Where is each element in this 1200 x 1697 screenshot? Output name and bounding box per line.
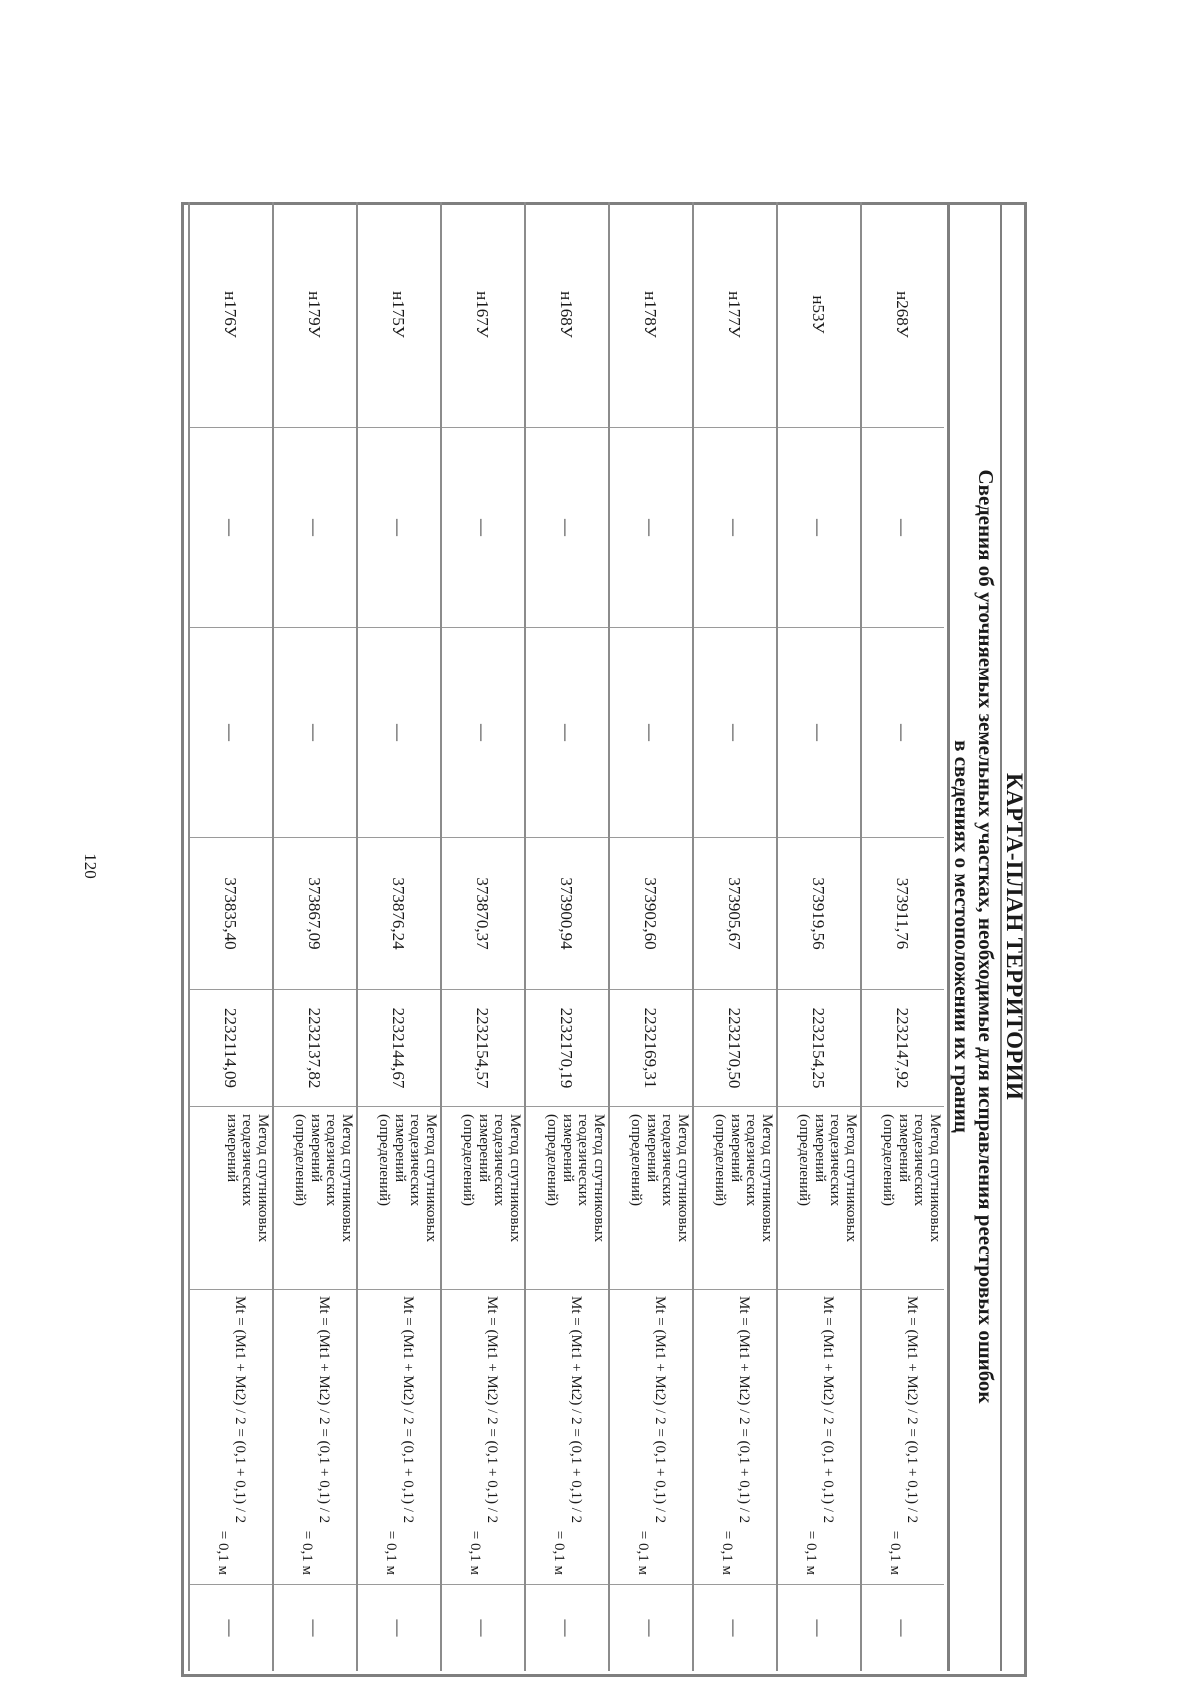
method-line: Метод спутниковых [339,1114,355,1243]
accuracy-formula-cell [610,1290,692,1585]
table-row [272,202,356,1671]
method-line: измерений [896,1114,912,1183]
method-line: Метод спутниковых [675,1114,691,1243]
method-line: геодезических [743,1114,760,1207]
y-coordinate-cell: 2232147,92 [862,990,944,1107]
empty-dash-cell: — [694,628,776,838]
method-cell [778,1107,860,1290]
empty-dash-cell: — [778,428,860,628]
x-coordinate-cell: 373867,09 [274,838,356,990]
formula-line-1: Mt = (Mt1 + Mt2) / 2 = (0,1 + 0,1) / 2 [820,1296,836,1524]
accuracy-formula-cell [694,1290,776,1585]
x-coordinate-cell: 373919,56 [778,838,860,990]
empty-dash-cell: — [305,1619,325,1637]
method-line: (определений) [796,1114,813,1206]
method-line: измерений [644,1114,660,1183]
point-name-cell: н175У [358,202,440,428]
y-coordinate-cell: 2232170,50 [694,990,776,1107]
empty-dash-cell: — [442,628,524,838]
formula-line-2: = 0,1 м [803,1530,819,1575]
empty-dash-cell: — [694,428,776,628]
method-line: измерений [812,1114,828,1183]
subtitle-line-2: в сведениях о местоположении их границ [950,740,974,1133]
point-name-cell: н177У [694,202,776,428]
y-coordinate-cell: 2232144,67 [358,990,440,1107]
x-coordinate-cell: 373900,94 [526,838,608,990]
document-title: КАРТА-ПЛАН ТЕРРИТОРИИ [1000,202,1027,1671]
empty-dash-cell: — [893,1619,913,1637]
method-line: (определений) [460,1114,477,1206]
formula-line-1: Mt = (Mt1 + Mt2) / 2 = (0,1 + 0,1) / 2 [484,1296,500,1524]
y-coordinate-cell: 2232170,19 [526,990,608,1107]
point-name-cell: н168У [526,202,608,428]
method-cell [190,1107,272,1290]
empty-dash-cell: — [221,1619,241,1637]
empty-dash-cell: — [526,628,608,838]
formula-line-2: = 0,1 м [551,1530,567,1575]
coordinates-table [187,202,944,1671]
empty-dash-cell: — [725,1619,745,1637]
method-line: геодезических [827,1114,844,1207]
accuracy-formula-cell [778,1290,860,1585]
method-line: геодезических [407,1114,424,1207]
page-number [78,836,102,896]
method-line: Метод спутниковых [843,1114,859,1243]
formula-line-2: = 0,1 м [299,1530,315,1575]
method-cell [274,1107,356,1290]
method-line: (определений) [544,1114,561,1206]
method-cell [610,1107,692,1290]
method-line: (определений) [712,1114,729,1206]
table-row [524,202,608,1671]
empty-dash-cell: — [442,428,524,628]
formula-line-1: Mt = (Mt1 + Mt2) / 2 = (0,1 + 0,1) / 2 [904,1296,920,1524]
formula-line-1: Mt = (Mt1 + Mt2) / 2 = (0,1 + 0,1) / 2 [316,1296,332,1524]
empty-dash-cell: — [358,428,440,628]
x-coordinate-cell: 373876,24 [358,838,440,990]
empty-dash-cell: — [862,628,944,838]
table-row [440,202,524,1671]
formula-line-1: Mt = (Mt1 + Mt2) / 2 = (0,1 + 0,1) / 2 [400,1296,416,1524]
method-line: измерений [308,1114,324,1183]
y-coordinate-cell: 2232137,82 [274,990,356,1107]
method-line: Метод спутниковых [507,1114,523,1243]
method-line: Метод спутниковых [423,1114,439,1243]
table-row [776,202,860,1671]
table-row [692,202,776,1671]
formula-line-1: Mt = (Mt1 + Mt2) / 2 = (0,1 + 0,1) / 2 [652,1296,668,1524]
point-name-cell: н167У [442,202,524,428]
x-coordinate-cell: 373905,67 [694,838,776,990]
formula-line-2: = 0,1 м [887,1530,903,1575]
method-line: измерений [560,1114,576,1183]
method-line: (определений) [292,1114,309,1206]
empty-dash-cell: — [862,428,944,628]
method-line: (определений) [880,1114,897,1206]
x-coordinate-cell: 373911,76 [862,838,944,990]
method-cell [526,1107,608,1290]
point-name-cell: н176У [190,202,272,428]
y-coordinate-cell: 2232169,31 [610,990,692,1107]
x-coordinate-cell: 373870,37 [442,838,524,990]
empty-dash-cell: — [274,628,356,838]
formula-line-2: = 0,1 м [635,1530,651,1575]
formula-line-2: = 0,1 м [383,1530,399,1575]
empty-dash-cell: — [473,1619,493,1637]
empty-dash-cell: — [190,428,272,628]
y-coordinate-cell: 2232154,25 [778,990,860,1107]
method-line: геодезических [323,1114,340,1207]
point-name-cell: н179У [274,202,356,428]
empty-dash-cell: — [809,1619,829,1637]
document-subtitle [947,202,1000,1671]
empty-dash-cell: — [557,1619,577,1637]
empty-dash-cell: — [389,1619,409,1637]
rotated-page-content [181,202,1027,1677]
method-cell [862,1107,944,1290]
method-line: измерений [392,1114,408,1183]
empty-dash-cell: — [274,428,356,628]
point-name-cell: н53У [778,202,860,428]
method-line: геодезических [911,1114,928,1207]
table-row [608,202,692,1671]
method-cell [694,1107,776,1290]
table-row [356,202,440,1671]
empty-dash-cell: — [610,428,692,628]
formula-line-2: = 0,1 м [719,1530,735,1575]
formula-line-1: Mt = (Mt1 + Mt2) / 2 = (0,1 + 0,1) / 2 [568,1296,584,1524]
accuracy-formula-cell [274,1290,356,1585]
empty-dash-cell: — [190,628,272,838]
point-name-cell: н178У [610,202,692,428]
empty-dash-cell: — [526,428,608,628]
empty-dash-cell: — [641,1619,661,1637]
page-number-text: 120 [81,853,100,879]
accuracy-formula-cell [862,1290,944,1585]
method-line: Метод спутниковых [591,1114,607,1243]
x-coordinate-cell: 373835,40 [190,838,272,990]
method-line: измерений [728,1114,744,1183]
table-row [188,202,272,1671]
subtitle-line-1: Сведения об уточняемых земельных участках, необходимые для исправления реестровых ошибок [974,469,998,1404]
table-row [860,202,944,1671]
accuracy-formula-cell [358,1290,440,1585]
method-line: Метод спутниковых [927,1114,943,1243]
method-line: Метод спутниковых [759,1114,775,1243]
empty-dash-cell: — [610,628,692,838]
x-coordinate-cell: 373902,60 [610,838,692,990]
method-line: геодезических [659,1114,676,1207]
y-coordinate-cell: 2232114,09 [190,990,272,1107]
empty-dash-cell: — [358,628,440,838]
method-line: (определений) [376,1114,393,1206]
accuracy-formula-cell [442,1290,524,1585]
method-cell [358,1107,440,1290]
method-line: геодезических [575,1114,592,1207]
method-line: геодезических [491,1114,508,1207]
method-line: измерений [224,1114,240,1183]
formula-line-2: = 0,1 м [467,1530,483,1575]
formula-line-1: Mt = (Mt1 + Mt2) / 2 = (0,1 + 0,1) / 2 [232,1296,248,1524]
empty-dash-cell: — [778,628,860,838]
formula-line-1: Mt = (Mt1 + Mt2) / 2 = (0,1 + 0,1) / 2 [736,1296,752,1524]
method-line: измерений [476,1114,492,1183]
formula-line-2: = 0,1 м [215,1530,231,1575]
y-coordinate-cell: 2232154,57 [442,990,524,1107]
method-line: Метод спутниковых [255,1114,271,1243]
point-name-cell: н268У [862,202,944,428]
accuracy-formula-cell [526,1290,608,1585]
method-line: геодезических [239,1114,256,1207]
method-line: (определений) [628,1114,645,1206]
method-cell [442,1107,524,1290]
accuracy-formula-cell [190,1290,272,1585]
